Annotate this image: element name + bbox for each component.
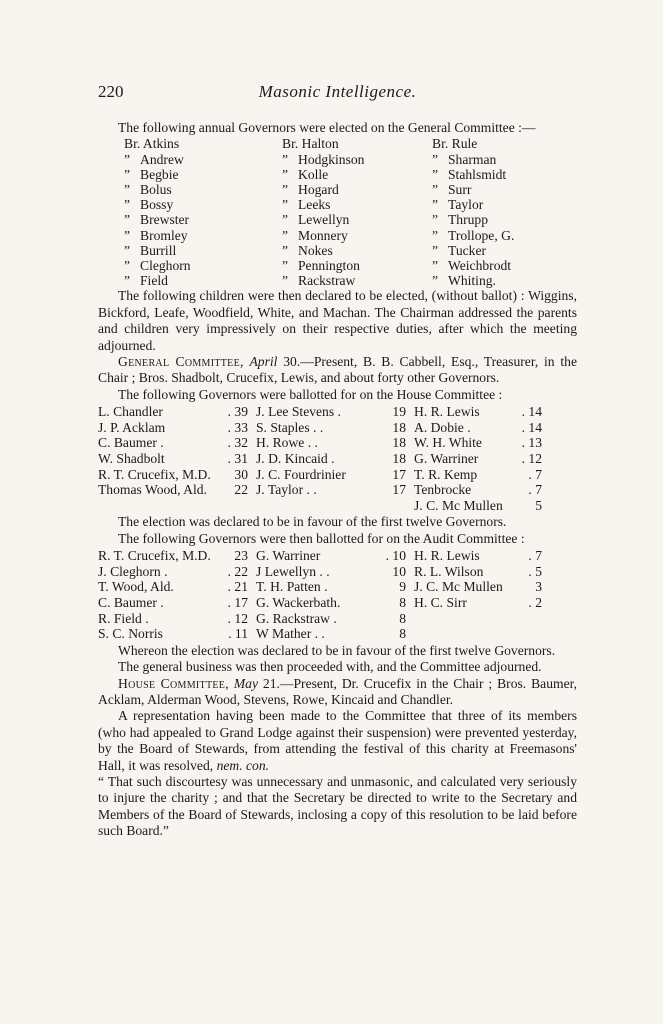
ballot-entry	[98, 451, 256, 467]
audit-ballot-intro: The following Governors were then ballotted for on the Audit Committee :	[118, 530, 525, 546]
ditto-mark: ”	[282, 182, 289, 198]
audit-ballot-result: Whereon the election was declared to be in favour of the first twelve Governors.	[118, 642, 556, 658]
governor-column	[432, 136, 572, 288]
ballot-name: J. C. Mc Mullen	[414, 497, 503, 513]
ballot-entry	[98, 611, 256, 627]
ballot-name: S. Staples . .	[256, 419, 324, 435]
governor-name: ” Taylor	[432, 197, 484, 213]
ballot-votes	[228, 498, 248, 514]
house-committee-heading: House Committee,	[118, 675, 229, 691]
ballot-entry	[256, 420, 414, 436]
ballot-entry	[98, 498, 256, 514]
governor-name: ” Hodgkinson	[282, 151, 365, 167]
governor-name: ” Rackstraw	[282, 273, 356, 289]
ballot-entry	[256, 564, 414, 580]
ballot-name: S. C. Norris	[98, 626, 163, 642]
ballot-entry	[414, 420, 550, 436]
ballot-name: R. T. Crucefix, M.D.	[98, 548, 211, 564]
page-number: 220	[98, 82, 124, 101]
resolution-paragraph: “ That such discourtesy was unnecessary and unmasonic, and calculated very seriously to injure the charity ; and that the Secretary be directed to write to the Secretary and Members of the Board of Stewards, inclosing a copy of this resolution to be laid before such Board.”	[98, 774, 577, 839]
ditto-mark: ”	[432, 258, 439, 274]
governor-name: ” Sharman	[432, 151, 497, 167]
governor-name: ” Monnery	[282, 227, 348, 243]
ballot-votes: 18	[392, 419, 406, 435]
ballot-name: J. C. Fourdrinier	[256, 466, 346, 482]
ditto-mark: ”	[282, 166, 289, 182]
ballot-entry	[414, 498, 550, 514]
ballot-votes: . 12	[521, 451, 542, 467]
ballot-name: R. L. Wilson	[414, 563, 484, 579]
governor-name: ” Nokes	[282, 242, 333, 258]
ballot-votes: 18	[392, 435, 406, 451]
ballot-entry	[98, 548, 256, 564]
page-header	[98, 82, 577, 106]
ballot-name: G. Warriner	[414, 451, 479, 467]
ballot-entry	[414, 611, 550, 627]
ballot-votes	[522, 611, 542, 627]
ballot-votes: . 21	[227, 579, 248, 595]
governor-name: ” Burrill	[124, 242, 177, 258]
ballot-name: Thomas Wood, Ald.	[98, 482, 207, 498]
ballot-name: J. P. Acklam	[98, 419, 166, 435]
governor-name: ” Stahlsmidt	[432, 166, 507, 182]
general-business-paragraph: The general business was then proceeded with, and the Committee adjourned.	[118, 659, 542, 675]
ballot-entry	[414, 595, 550, 611]
general-committee-paragraph	[98, 354, 577, 387]
audit-committee-ballot-table	[98, 548, 577, 642]
ballot-votes: . 33	[227, 419, 248, 435]
general-committee-date: April	[249, 354, 278, 370]
governor-column	[282, 136, 432, 288]
ballot-votes: . 2	[528, 595, 542, 611]
ballot-name: H. R. Lewis	[414, 404, 480, 420]
ditto-mark: ”	[432, 197, 439, 213]
ballot-votes	[522, 626, 542, 642]
ballot-entry	[256, 595, 414, 611]
ballot-votes: 17	[392, 482, 406, 498]
ballot-name: T. Wood, Ald.	[98, 579, 174, 595]
elected-governors-list	[124, 136, 577, 288]
ballot-votes: 18	[392, 451, 406, 467]
ballot-entry	[414, 579, 550, 595]
ballot-votes: . 5	[528, 563, 542, 579]
governor-name: ” Thrupp	[432, 212, 489, 228]
governor-name: ” Brewster	[124, 212, 190, 228]
ballot-votes: 8	[399, 610, 406, 626]
ballot-entry	[414, 435, 550, 451]
ditto-mark: ”	[432, 212, 439, 228]
ballot-entry	[256, 467, 414, 483]
ballot-votes: 17	[392, 466, 406, 482]
ballot-name: J Lewellyn . .	[256, 563, 330, 579]
ballot-entry	[98, 595, 256, 611]
ballot-votes: . 7	[528, 482, 542, 498]
governor-name: ” Bolus	[124, 182, 172, 198]
ditto-mark: ”	[282, 258, 289, 274]
ballot-entry	[256, 579, 414, 595]
ballot-entry	[98, 482, 256, 498]
ballot-entry	[256, 404, 414, 420]
ballot-votes: . 7	[528, 548, 542, 564]
ballot-name: H. Rowe . .	[256, 435, 318, 451]
ballot-entry	[256, 482, 414, 498]
ballot-votes: . 14	[521, 419, 542, 435]
ditto-mark: ”	[124, 242, 131, 258]
ballot-votes: 5	[535, 497, 542, 513]
ballot-name: A. Dobie .	[414, 419, 471, 435]
running-title: Masonic Intelligence.	[258, 82, 417, 101]
ditto-mark: ”	[124, 258, 131, 274]
representation-text: A representation having been made to the Committee that three of its members (who had appealed to Grand Lodge against their suspension) were prevented yesterday, by the Board of Stewards, from attending the festival of this charity at Freemasons' Hall, it was resolved,	[98, 708, 577, 773]
ballot-votes: . 12	[227, 610, 248, 626]
ditto-mark: ”	[432, 166, 439, 182]
governor-name: ” Pennington	[282, 258, 360, 274]
ditto-mark: ”	[282, 151, 289, 167]
ballot-name: T. R. Kemp	[414, 466, 478, 482]
ballot-name: W Mather . .	[256, 626, 325, 642]
ballot-entry	[256, 498, 414, 514]
governor-name: ” Tucker	[432, 242, 487, 258]
governor-name: Br. Atkins	[124, 136, 180, 152]
ballot-name: T. H. Patten .	[256, 579, 328, 595]
ballot-entry	[256, 548, 414, 564]
ditto-mark: ”	[282, 212, 289, 228]
ballot-votes: 9	[399, 579, 406, 595]
resolved-phrase: nem. con.	[216, 757, 270, 773]
ballot-votes	[386, 498, 406, 514]
ditto-mark: ”	[124, 212, 131, 228]
ballot-votes: 3	[535, 579, 542, 595]
ballot-name: W. H. White	[414, 435, 482, 451]
ballot-name: J. Taylor . .	[256, 482, 317, 498]
ballot-votes: . 13	[521, 435, 542, 451]
ditto-mark: ”	[432, 151, 439, 167]
ditto-mark: ”	[124, 197, 131, 213]
ballot-votes: . 31	[227, 451, 248, 467]
ditto-mark: ”	[432, 242, 439, 258]
governors-intro: The following annual Governors were elected on the General Committee :—	[118, 120, 536, 135]
ballot-entry	[98, 420, 256, 436]
ditto-mark: ”	[282, 197, 289, 213]
ballot-name: W. Shadbolt	[98, 451, 165, 467]
ballot-votes: . 10	[385, 548, 406, 564]
ballot-votes: . 22	[227, 563, 248, 579]
ballot-votes: 23	[234, 548, 248, 564]
ditto-mark: ”	[282, 227, 289, 243]
ballot-entry	[414, 467, 550, 483]
governor-name: ” Begbie	[124, 166, 179, 182]
ballot-entry	[98, 467, 256, 483]
governor-name: ” Cleghorn	[124, 258, 191, 274]
ditto-mark: ”	[282, 242, 289, 258]
ballot-votes: 22	[234, 482, 248, 498]
ballot-votes: . 32	[227, 435, 248, 451]
house-committee-ballot-table	[98, 404, 577, 513]
ballot-votes: . 14	[521, 404, 542, 420]
governor-name: Br. Halton	[282, 136, 339, 152]
ballot-votes: . 39	[227, 404, 248, 420]
ballot-name: R. Field .	[98, 610, 149, 626]
ballot-votes: 10	[392, 563, 406, 579]
ballot-entry	[98, 626, 256, 642]
governor-name: ” Lewellyn	[282, 212, 350, 228]
ballot-entry	[256, 626, 414, 642]
governor-name: ” Leeks	[282, 197, 331, 213]
ballot-votes: 30	[234, 466, 248, 482]
ballot-entry	[414, 564, 550, 580]
general-committee-text: 30.—Present, B. B. Cabbell, Esq., Treasurer, in the Chair ; Bros. Shadbolt, Crucefix, Lewis, and about forty other Governors.	[98, 354, 577, 386]
ballot-name: R. T. Crucefix, M.D.	[98, 466, 211, 482]
house-ballot-result: The election was declared to be in favour of the first twelve Governors.	[118, 514, 507, 530]
ballot-name: L. Chandler	[98, 404, 163, 420]
governor-name: ” Whiting.	[432, 273, 496, 289]
house-committee-date: May	[233, 675, 258, 691]
ballot-votes: . 11	[228, 626, 248, 642]
representation-paragraph	[98, 708, 577, 774]
ballot-name: C. Baumer .	[98, 435, 164, 451]
ditto-mark: ”	[124, 273, 131, 289]
ballot-name: J. Lee Stevens .	[256, 404, 341, 420]
ballot-name: C. Baumer .	[98, 595, 164, 611]
ballot-entry	[414, 404, 550, 420]
governor-name: ” Weichbrodt	[432, 258, 512, 274]
governor-name: ” Field	[124, 273, 168, 289]
ballot-votes: 8	[399, 595, 406, 611]
ballot-name: J. Cleghorn .	[98, 563, 168, 579]
ballot-name: H. C. Sirr	[414, 595, 467, 611]
ballot-entry	[98, 564, 256, 580]
ballot-name: J. C. Mc Mullen	[414, 579, 503, 595]
ballot-entry	[414, 482, 550, 498]
governor-name: ” Andrew	[124, 151, 184, 167]
ballot-entry	[256, 451, 414, 467]
ballot-entry	[98, 404, 256, 420]
governor-column	[124, 136, 282, 288]
ballot-entry	[414, 451, 550, 467]
ballot-votes: . 7	[528, 466, 542, 482]
governor-name: ” Bromley	[124, 227, 188, 243]
ditto-mark: ”	[124, 227, 131, 243]
house-ballot-intro: The following Governors were ballotted for on the House Committee :	[118, 386, 503, 402]
ditto-mark: ”	[124, 166, 131, 182]
governor-name: Br. Rule	[432, 136, 478, 152]
ballot-entry	[414, 548, 550, 564]
ballot-name: G. Wackerbath.	[256, 595, 341, 611]
ballot-name: G. Warriner	[256, 548, 321, 564]
governor-name: ” Kolle	[282, 166, 329, 182]
governor-name: ” Surr	[432, 182, 472, 198]
ditto-mark: ”	[432, 227, 439, 243]
ditto-mark: ”	[124, 151, 131, 167]
ballot-votes: . 17	[227, 595, 248, 611]
ditto-mark: ”	[282, 273, 289, 289]
ballot-entry	[414, 626, 550, 642]
house-committee-text: 21.—Present, Dr. Crucefix in the Chair ; Bros. Baumer, Acklam, Alderman Wood, Stevens, Rowe, Kincaid and Chandler.	[98, 675, 577, 708]
ballot-entry	[98, 435, 256, 451]
ballot-entry	[98, 579, 256, 595]
children-paragraph: The following children were then declared to be elected, (without ballot) : Wiggins, Bickford, Leafe, Woodfield, White, and Machan. The Chairman addressed the parents and children very impressively on their respective duties, after which the meeting adjourned.	[98, 288, 577, 353]
general-committee-heading: General Committee,	[118, 354, 244, 370]
governor-name: ” Bossy	[124, 197, 174, 213]
house-committee-meeting-paragraph	[98, 676, 577, 709]
ditto-mark: ”	[432, 273, 439, 289]
ballot-name: G. Rackstraw .	[256, 610, 337, 626]
ballot-name: J. D. Kincaid .	[256, 451, 335, 467]
ditto-mark: ”	[124, 182, 131, 198]
ballot-entry	[256, 611, 414, 627]
ballot-name: H. R. Lewis	[414, 548, 480, 564]
ballot-name: Tenbrocke	[414, 482, 472, 498]
governor-name: ” Trollope, G.	[432, 227, 515, 243]
ballot-votes: 8	[399, 626, 406, 642]
ballot-entry	[256, 435, 414, 451]
governor-name: ” Hogard	[282, 182, 339, 198]
ballot-votes: 19	[392, 404, 406, 420]
ditto-mark: ”	[432, 182, 439, 198]
